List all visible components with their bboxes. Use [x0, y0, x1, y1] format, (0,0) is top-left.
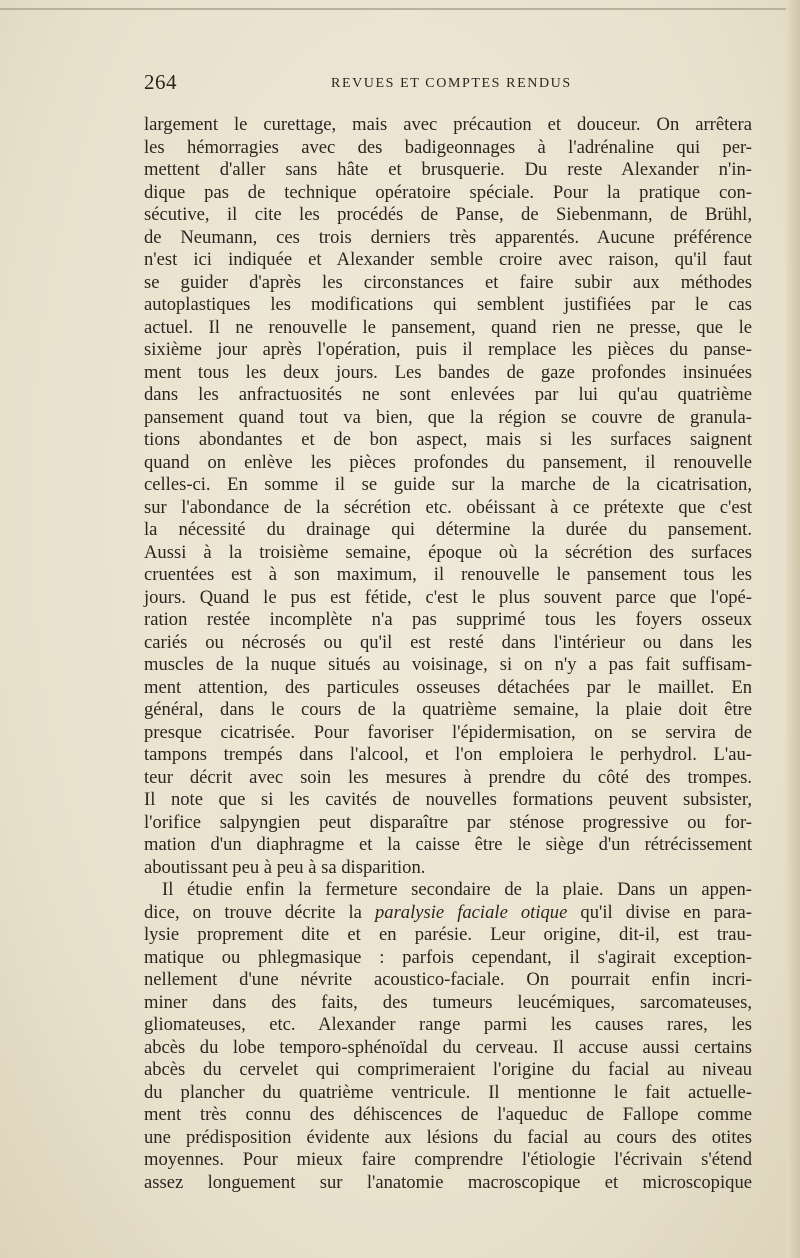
paragraph-first-line: Il étudie enfin la fermeture secondaire de la plaie. Dans un appen-	[162, 879, 752, 900]
text-line: dique pas de technique opératoire spéciale. Pour la pratique con-	[144, 181, 752, 203]
text-line: cruentées est à son maximum, il renouvelle le pansement tous les	[144, 564, 752, 585]
text-line: la nécessité du drainage qui détermine la durée du pansement.	[144, 519, 752, 540]
page-number: 264	[144, 70, 177, 94]
text-line: dans les anfractuosités ne sont enlevées par lui qu'au quatrième	[144, 384, 752, 405]
text-segment: qu'il divise en para-	[567, 901, 752, 923]
text-line: autoplastiques les modifications qui semblent justifiées par le cas	[144, 294, 752, 315]
text-line: actuel. Il ne renouvelle le pansement, quand rien ne presse, que le	[144, 316, 752, 338]
text-line: se guider d'après les circonstances et faire subir aux méthodes	[144, 271, 752, 293]
text-line: Aussi à la troisième semaine, époque où la sécrétion des surfaces	[144, 541, 752, 563]
body-text	[144, 114, 752, 1194]
text-line: jours. Quand le pus est fétide, c'est le plus souvent parce que l'opé-	[144, 586, 752, 608]
text-line: les hémorragies avec des badigeonnages à l'adrénaline qui per-	[144, 136, 752, 158]
text-line: ment tous les deux jours. Les bandes de gaze profondes insinuées	[144, 361, 752, 383]
text-line: gliomateuses, etc. Alexander range parmi les causes rares, les	[144, 1014, 752, 1035]
text-line: ment très connu des déhiscences de l'aqueduc de Fallope comme	[144, 1104, 752, 1125]
text-line: assez longuement sur l'anatomie macroscopique et microscopique	[144, 1171, 752, 1193]
text-line: lysie proprement dite et en parésie. Leur origine, dit-il, est trau-	[144, 924, 752, 945]
text-line: moyennes. Pour mieux faire comprendre l'étiologie l'écrivain s'étend	[144, 1149, 752, 1170]
text-line: largement le curettage, mais avec précaution et douceur. On arrêtera	[144, 114, 752, 135]
page-right-edge	[786, 0, 800, 1258]
text-line: du plancher du quatrième ventricule. Il mentionne le fait actuelle-	[144, 1081, 752, 1103]
text-line: quand on enlève les pièces profondes du pansement, il renouvelle	[144, 451, 752, 473]
text-line: tampons trempés dans l'alcool, et l'on emploiera le perhydrol. L'au-	[144, 744, 752, 765]
text-line: de Neumann, ces trois derniers très apparentés. Aucune préférence	[144, 226, 752, 248]
text-line: teur décrit avec soin les mesures à prendre du côté des trompes.	[144, 766, 752, 788]
text-line: sécutive, il cite les procédés de Panse, de Siebenmann, de Brühl,	[144, 204, 752, 225]
text-line: Il note que si les cavités de nouvelles formations peuvent subsister,	[144, 789, 752, 810]
text-segment: dice, on trouve décrite la	[144, 901, 375, 923]
text-line: l'orifice salpyngien peut disparaître par sténose progressive ou for-	[144, 811, 752, 833]
text-line: muscles de la nuque situés au voisinage, si on n'y a pas fait suffisam-	[144, 654, 752, 675]
text-line: matique ou phlegmasique : parfois cependant, il s'agirait exception-	[144, 946, 752, 968]
text-line: presque cicatrisée. Pour favoriser l'épidermisation, on se servira de	[144, 721, 752, 743]
text-line: sur l'abondance de la sécrétion etc. obéissant à ce prétexte que c'est	[144, 496, 752, 518]
text-line: abcès du cervelet qui comprimeraient l'origine du facial au niveau	[144, 1059, 752, 1080]
text-line-with-italic	[144, 902, 752, 925]
text-line: ration restée incomplète n'a pas supprimé tous les foyers osseux	[144, 609, 752, 630]
running-title: REVUES ET COMPTES RENDUS	[331, 76, 572, 91]
text-line: abcès du lobe temporo-sphénoïdal du cerveau. Il accuse aussi certains	[144, 1036, 752, 1058]
text-line: une prédisposition évidente aux lésions du facial au cours des otites	[144, 1126, 752, 1148]
text-line: miner dans des faits, des tumeurs leucémiques, sarcomateuses,	[144, 991, 752, 1013]
text-line: mettent d'aller sans hâte et brusquerie. Du reste Alexander n'in-	[144, 159, 752, 180]
italic-term: paralysie faciale otique	[374, 901, 568, 923]
text-line: pansement quand tout va bien, que la région se couvre de granula-	[144, 406, 752, 428]
page-top-edge	[0, 8, 800, 10]
page-header	[144, 70, 752, 100]
text-line: celles-ci. En somme il se guide sur la marche de la cicatrisation,	[144, 474, 752, 495]
text-line: n'est ici indiquée et Alexander semble croire avec raison, qu'il faut	[144, 249, 752, 270]
text-line: mation d'un diaphragme et la caisse être le siège d'un rétrécissement	[144, 834, 752, 855]
text-line: cariés ou nécrosés ou qu'il est resté dans l'intérieur ou dans les	[144, 631, 752, 653]
text-line: ment attention, des particules osseuses détachées par le maillet. En	[144, 676, 752, 698]
text-line: tions abondantes et de bon aspect, mais si les surfaces saignent	[144, 429, 752, 450]
paragraph-last-line: aboutissant peu à peu à sa disparition.	[144, 856, 426, 878]
text-line: général, dans le cours de la quatrième semaine, la plaie doit être	[144, 699, 752, 720]
text-line: nellement d'une névrite acoustico-faciale. On pourrait enfin incri-	[144, 969, 752, 990]
text-line: sixième jour après l'opération, puis il remplace les pièces du panse-	[144, 339, 752, 360]
